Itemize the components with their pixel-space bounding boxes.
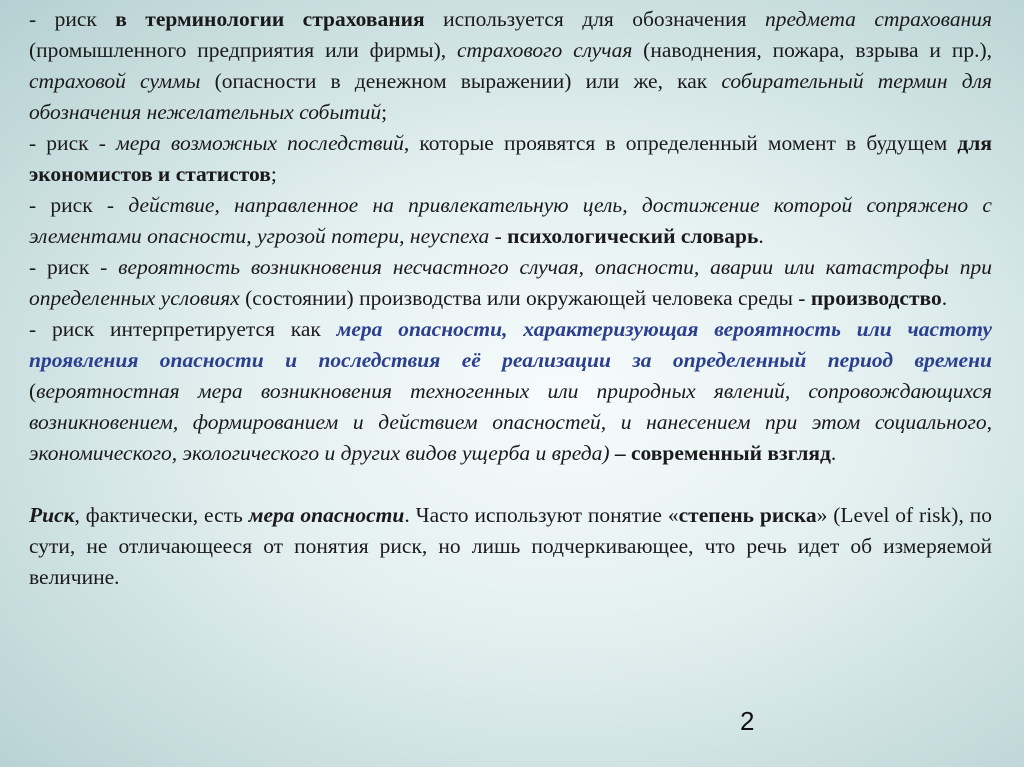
paragraph-modern-view — [29, 314, 992, 469]
text-run: , фактически, есть — [74, 503, 249, 527]
slide-body — [29, 4, 992, 593]
text-run: - риск - — [29, 255, 119, 279]
text-run: - риск - — [29, 131, 117, 155]
text-run: . — [830, 441, 837, 465]
text-run: (наводнения, пожара, взрыва и пр.), — [632, 38, 992, 62]
bold-term: производство — [810, 286, 942, 310]
bold-italic-term: мера опасности — [248, 503, 405, 527]
text-run: . — [941, 286, 948, 310]
italic-term: страховой суммы — [29, 69, 201, 93]
bold-italic-term: Риск — [29, 503, 75, 527]
text-run: - — [489, 224, 508, 248]
text-run: (опасности в денежном выражении) или же, как — [200, 69, 722, 93]
text-run: ; — [381, 100, 388, 124]
text-run: - риск интерпретируется как — [29, 317, 337, 341]
text-run: . — [758, 224, 764, 248]
paragraph-economists — [29, 128, 992, 190]
paragraph-production — [29, 252, 992, 314]
bold-term: в терминологии страхования — [115, 7, 425, 31]
paragraph-spacer — [29, 469, 992, 500]
text-run: - риск - — [29, 193, 129, 217]
italic-term: предмета страхования — [765, 7, 992, 31]
page-number: 2 — [740, 706, 755, 736]
italic-term: вероятность возникновения несчастного случая, опасности, аварии или катастрофы при определенных условиях — [29, 255, 992, 310]
italic-term: мера возможных последствий — [116, 131, 404, 155]
bold-term: для экономистов и статистов — [29, 131, 992, 186]
text-run: - риск — [29, 7, 116, 31]
text-run: » (Level of risk), по сути, не отличающееся от понятия риск, но лишь подчеркивающее, что речь идет об измеряемой величине. — [29, 503, 992, 589]
text-run: используется для обозначения — [424, 7, 765, 31]
bold-term: современный взгляд — [631, 441, 831, 465]
paragraph-conclusion — [29, 500, 992, 593]
bold-term: психологический словарь — [507, 224, 759, 248]
italic-term: собирательный термин для обозначения нежелательных событий — [29, 69, 992, 124]
italic-term: действие, направленное на привлекательную цель, достижение которой сопряжено с элементами опасности, угрозой потери, неуспеха — [29, 193, 992, 248]
text-run: ; — [270, 162, 277, 186]
highlighted-definition: мера опасности, характеризующая вероятность или частоту проявления опасности и последствия её реализации за определенный период времени — [29, 317, 992, 372]
text-run: (состоянии) производства или окружающей человека среды - — [239, 286, 811, 310]
bold-term: степень риска — [678, 503, 817, 527]
text-run: , которые проявятся в определенный момент в будущем — [403, 131, 958, 155]
paragraph-psychology — [29, 190, 992, 252]
paragraph-insurance — [29, 4, 992, 128]
text-run: . Часто используют понятие « — [404, 503, 679, 527]
italic-term: страхового случая — [457, 38, 633, 62]
text-run: (промышленного предприятия или фирмы), — [29, 38, 457, 62]
text-run: – — [609, 441, 632, 465]
italic-term: вероятностная мера возникновения техногенных или природных явлений, сопровождающихся возникновением, формированием и действием опасностей, и нанесением при этом социального, экономического, экологического и других видов ущерба и вреда) — [29, 379, 992, 465]
text-run: ( — [29, 379, 37, 403]
